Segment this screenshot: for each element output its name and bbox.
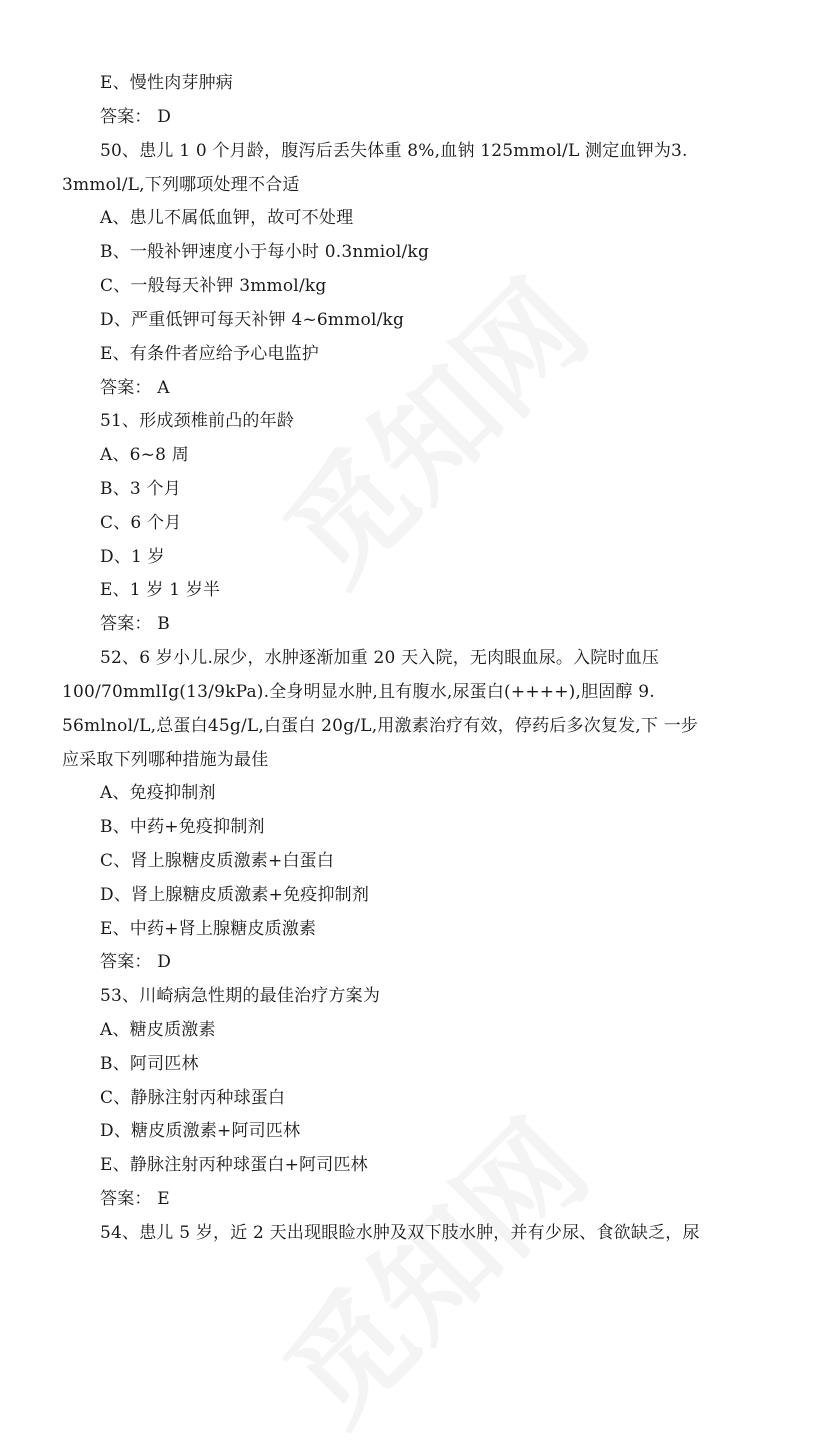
answer-line: 答案： A (100, 378, 170, 398)
question-line: 100/70mmlIg(13/9kPa).全身明显水肿,且有腹水,尿蛋白(++++),胆固醇 9. (62, 682, 655, 702)
option-line: E、有条件者应给予心电监护 (100, 344, 320, 364)
option-line: E、中药+肾上腺糖皮质激素 (100, 919, 317, 939)
option-line: C、静脉注射丙种球蛋白 (100, 1088, 286, 1108)
option-line: A、6~8 周 (100, 445, 189, 465)
answer-line: 答案： D (100, 952, 172, 972)
option-line: E、静脉注射丙种球蛋白+阿司匹林 (100, 1155, 368, 1175)
text-line: E、慢性肉芽肿病 (100, 73, 234, 93)
option-line: A、患儿不属低血钾，故可不处理 (100, 208, 354, 228)
option-line: A、免疫抑制剂 (100, 783, 216, 803)
option-line: C、一般每天补钾 3mmol/kg (100, 276, 327, 296)
option-line: B、一般补钾速度小于每小时 0.3nmiol/kg (100, 242, 430, 262)
question-line: 54、患儿 5 岁，近 2 天出现眼睑水肿及双下肢水肿，并有少尿、食欲缺乏，尿 (100, 1223, 700, 1243)
option-line: D、1 岁 (100, 547, 165, 567)
option-line: B、3 个月 (100, 479, 181, 499)
question-line: 应采取下列哪种措施为最佳 (62, 750, 269, 770)
option-line: E、1 岁 1 岁半 (100, 580, 221, 600)
answer-line: 答案： B (100, 614, 170, 634)
option-line: B、中药+免疫抑制剂 (100, 817, 265, 837)
question-line: 53、川崎病急性期的最佳治疗方案为 (100, 986, 381, 1006)
answer-line: 答案： D (100, 107, 172, 127)
option-line: D、严重低钾可每天补钾 4~6mmol/kg (100, 310, 405, 330)
option-line: D、肾上腺糖皮质激素+免疫抑制剂 (100, 885, 370, 905)
answer-line: 答案： E (100, 1189, 170, 1209)
option-line: B、阿司匹林 (100, 1054, 199, 1074)
option-line: D、糖皮质激素+阿司匹林 (100, 1121, 301, 1141)
option-line: A、糖皮质激素 (100, 1020, 216, 1040)
question-line: 51、形成颈椎前凸的年龄 (100, 411, 295, 431)
option-line: C、6 个月 (100, 513, 182, 533)
option-line: C、肾上腺糖皮质激素+白蛋白 (100, 851, 335, 871)
question-line: 52、6 岁小儿.尿少，水肿逐渐加重 20 天入院，无肉眼血尿。入院时血压 (100, 648, 660, 668)
question-line: 3mmol/L,下列哪项处理不合适 (62, 175, 300, 195)
question-line: 56mlnol/L,总蛋白45g/L,白蛋白 20g/L,用激素治疗有效，停药后多次复发,下 一步 (62, 716, 699, 736)
question-line: 50、患儿 1 0 个月龄，腹泻后丢失体重 8%,血钠 125mmol/L 测定血钾为3. (100, 141, 688, 161)
